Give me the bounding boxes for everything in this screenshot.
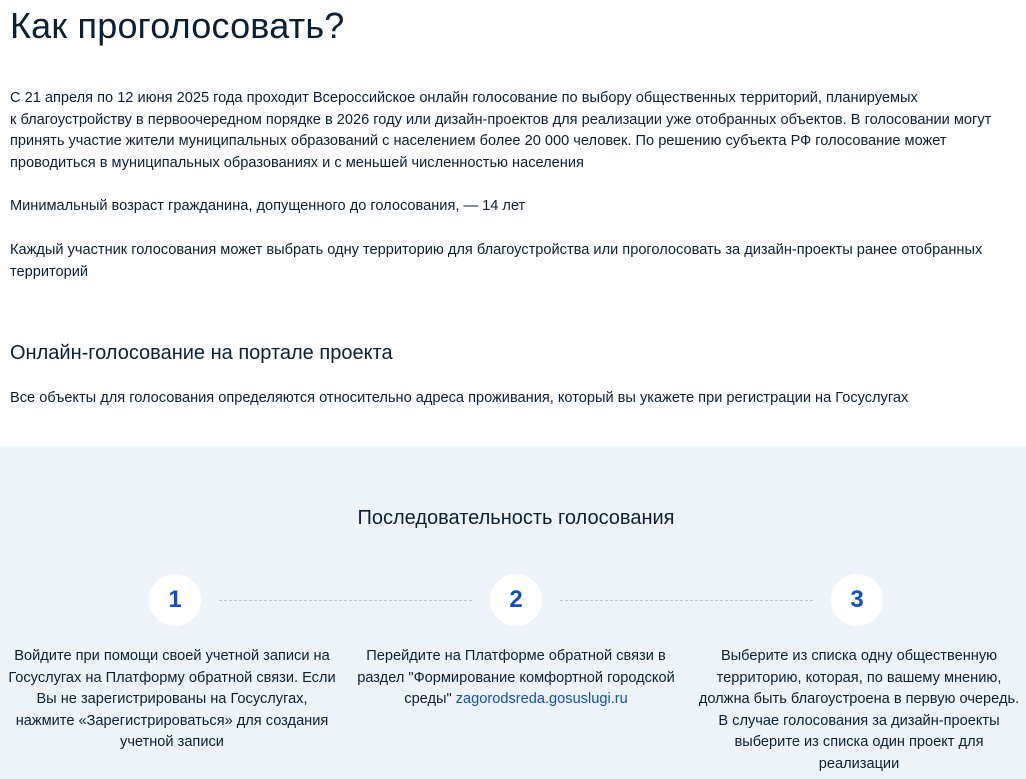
step-1-line-4: нажмите «Зарегистрироваться» для создания	[15, 712, 329, 729]
step-2-line-2: раздел "Формирование комфортной городской	[357, 669, 675, 686]
intro-line-1: С 21 апреля по 12 июня 2025 года проходит Всероссийское онлайн голосование по выбору общественных территорий, планируемых	[10, 90, 918, 106]
step-3-description	[694, 646, 1024, 776]
platform-link[interactable]: zagorodsreda.gosuslugi.ru	[455, 691, 628, 708]
step-3-line-5: выберите из списка один проект для	[734, 734, 984, 751]
step-1-line-1: Войдите при помощи своей учетной записи на	[14, 648, 330, 664]
intro-line-2: к благоустройству в первоочередном порядке в 2026 году или дизайн-проектов для реализации уже отобранных объектов. В голосовании могут	[10, 111, 992, 128]
intro-line-4: проводиться в муниципальных образованиях и с меньшей численностью населения	[10, 154, 584, 171]
online-voting-title: Онлайн-голосование на портале проекта	[10, 342, 393, 364]
voting-steps-title: Последовательность голосования	[357, 507, 675, 529]
online-voting-text: Все объекты для голосования определяются относительно адреса проживания, который вы укажете при регистрации на Госуслугах	[10, 390, 909, 406]
step-2-number: 2	[490, 574, 542, 626]
step-3-line-1: Выберите из списка одну общественную	[720, 648, 998, 664]
choice-text-line-2: территорий	[10, 263, 89, 280]
voting-steps-section	[0, 446, 1026, 779]
step-3-line-6: реализации	[818, 755, 900, 772]
step-2-line-1: Перейдите на Платформе обратной связи в	[366, 648, 666, 664]
step-3-line-4: В случае голосования за дизайн-проекты	[718, 712, 1000, 729]
step-3-number: 3	[831, 574, 883, 626]
step-connector-1	[219, 600, 472, 601]
intro-line-3: принять участие жители муниципальных образований с населением более 20 000 человек. По решению субъекта РФ голосование может	[10, 133, 947, 150]
step-2-line-3: среды"	[404, 691, 452, 708]
step-connector-2	[560, 600, 813, 601]
choice-text-line-1: Каждый участник голосования может выбрать одну территорию для благоустройства или проголосовать за дизайн-проекты ранее отобранных	[10, 241, 983, 258]
step-1-line-2: Госуслугах на Платформу обратной связи. Если	[8, 669, 336, 686]
minimum-age-text: Минимальный возраст гражданина, допущенного до голосования, — 14 лет	[10, 198, 526, 215]
step-1-number: 1	[149, 574, 201, 626]
step-3-line-2: территорию, которая, по вашему мнению,	[716, 669, 1002, 686]
step-1-description	[7, 646, 337, 754]
step-2-description	[351, 646, 681, 711]
step-1-line-3: Вы не зарегистрированы на Госуслугах,	[36, 691, 308, 708]
intro-text	[10, 88, 1010, 283]
step-3-line-3: должна быть благоустроена в первую очередь.	[698, 691, 1020, 708]
step-1-line-5: учетной записи	[120, 734, 224, 751]
page-title: Как проголосовать?	[10, 5, 345, 46]
